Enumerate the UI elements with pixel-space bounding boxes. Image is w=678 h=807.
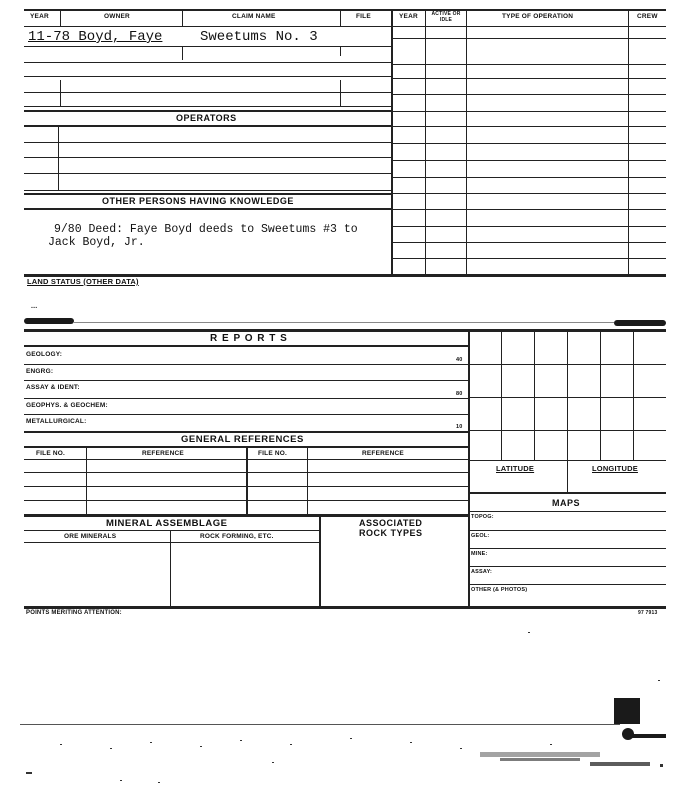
mineral-assoc-divider bbox=[319, 514, 321, 607]
scan-speck bbox=[660, 764, 663, 767]
col-file-no-2: FILE NO. bbox=[258, 450, 288, 457]
grid-col bbox=[567, 332, 568, 492]
operators-bottom-line bbox=[24, 125, 391, 127]
divider-type-crew bbox=[628, 9, 629, 274]
grid-row bbox=[468, 430, 666, 431]
right-row-line bbox=[391, 242, 666, 243]
header-type-of-operation: TYPE OF OPERATION bbox=[502, 13, 574, 20]
reports-top-border bbox=[24, 329, 666, 332]
land-status-label: LAND STATUS (OTHER DATA) bbox=[27, 277, 139, 286]
header-active-or-idle: ACTIVE OR IDLE bbox=[431, 11, 461, 23]
row-line bbox=[468, 548, 666, 549]
reports-title: R E P O R T S bbox=[210, 333, 288, 344]
row-divider bbox=[340, 80, 341, 106]
grid-col bbox=[534, 332, 535, 460]
record-entry: 11-78 Boyd, Faye bbox=[28, 29, 163, 45]
deed-note-line2: Jack Boyd, Jr. bbox=[48, 236, 145, 249]
assoc-title-1: ASSOCIATED bbox=[359, 518, 423, 528]
right-row-line bbox=[391, 258, 666, 259]
top-border bbox=[24, 9, 666, 11]
row-line bbox=[468, 530, 666, 531]
scan-speck bbox=[110, 748, 112, 749]
header-claim-name: CLAIM NAME bbox=[232, 13, 276, 20]
scan-smudge bbox=[630, 734, 666, 738]
map-topog: TOPOG: bbox=[471, 514, 494, 520]
scan-speck bbox=[240, 740, 242, 741]
right-row-line bbox=[391, 111, 666, 112]
right-row-line bbox=[391, 177, 666, 178]
small-mark: ... bbox=[31, 303, 38, 310]
scan-smudge bbox=[500, 758, 580, 761]
row-line bbox=[24, 486, 468, 487]
row-line bbox=[24, 398, 468, 399]
map-assay: ASSAY: bbox=[471, 569, 493, 575]
refs-divider bbox=[86, 446, 87, 514]
row-line bbox=[468, 566, 666, 567]
report-metallurgical: METALLURGICAL: bbox=[26, 418, 87, 425]
scan-speck bbox=[410, 742, 412, 743]
right-row-line bbox=[391, 143, 666, 144]
scan-black-square bbox=[614, 698, 640, 724]
scan-speck bbox=[26, 772, 32, 774]
right-row-line bbox=[391, 78, 666, 79]
grid-col bbox=[501, 332, 502, 460]
center-divider bbox=[391, 9, 393, 274]
scan-speck bbox=[460, 748, 462, 749]
report-assay: ASSAY & IDENT: bbox=[26, 384, 80, 391]
header-year-2: YEAR bbox=[399, 13, 418, 20]
grid-col bbox=[600, 332, 601, 460]
form-number: 97 7913 bbox=[638, 610, 658, 616]
general-refs-title: GENERAL REFERENCES bbox=[181, 434, 304, 445]
row-divider bbox=[340, 46, 341, 56]
report-metallurgical-num: 10 bbox=[456, 424, 463, 430]
scan-speck bbox=[60, 744, 62, 745]
scan-edge-line bbox=[20, 724, 620, 725]
report-geology: GEOLOGY: bbox=[26, 351, 63, 358]
other-persons-bottom bbox=[24, 208, 391, 210]
col-reference-2: REFERENCE bbox=[362, 450, 404, 457]
header-owner: OWNER bbox=[104, 13, 130, 20]
scan-speck bbox=[350, 738, 352, 739]
row-line bbox=[24, 62, 391, 63]
assoc-title-2: ROCK TYPES bbox=[359, 528, 423, 538]
scan-smudge bbox=[590, 762, 650, 766]
mineral-top bbox=[24, 514, 468, 517]
col-file-no: FILE NO. bbox=[36, 450, 66, 457]
header-file: FILE bbox=[356, 13, 371, 20]
map-mine: MINE: bbox=[471, 551, 488, 557]
right-row-line bbox=[391, 126, 666, 127]
right-row-line bbox=[391, 226, 666, 227]
row-line bbox=[24, 142, 391, 143]
operators-divider bbox=[58, 125, 59, 191]
row-line bbox=[24, 157, 391, 158]
row-line bbox=[24, 190, 391, 191]
right-row-line bbox=[391, 193, 666, 194]
row-line bbox=[24, 46, 391, 47]
maps-title: MAPS bbox=[552, 498, 581, 508]
row-line bbox=[24, 414, 468, 415]
row-divider bbox=[182, 46, 183, 60]
right-row-line bbox=[391, 160, 666, 161]
scan-speck bbox=[658, 680, 660, 681]
scan-speck bbox=[200, 746, 202, 747]
grid-row bbox=[468, 397, 666, 398]
right-row-line bbox=[391, 94, 666, 95]
scan-speck bbox=[120, 780, 122, 781]
scan-speck bbox=[150, 742, 152, 743]
grid-row bbox=[468, 460, 666, 461]
row-line bbox=[24, 92, 391, 93]
other-persons-top bbox=[24, 193, 391, 195]
col-rock-forming: ROCK FORMING, ETC. bbox=[200, 533, 274, 540]
separator-line bbox=[74, 322, 614, 323]
right-row-line bbox=[391, 38, 666, 39]
report-engrg: ENGRG: bbox=[26, 368, 54, 375]
divider-owner-claim bbox=[182, 9, 183, 26]
points-meriting-attention: POINTS MERITING ATTENTION: bbox=[26, 610, 122, 616]
col-ore-minerals: ORE MINERALS bbox=[64, 533, 117, 540]
row-line bbox=[24, 364, 468, 365]
grid-col bbox=[633, 332, 634, 460]
row-line bbox=[24, 380, 468, 381]
maps-title-bottom bbox=[468, 511, 666, 512]
map-other: OTHER (& PHOTOS) bbox=[471, 587, 528, 593]
mineral-divider bbox=[170, 530, 171, 607]
header-crew: CREW bbox=[637, 13, 658, 20]
grid-row bbox=[468, 364, 666, 365]
scan-speck bbox=[290, 744, 292, 745]
row-line bbox=[24, 472, 468, 473]
scan-smudge bbox=[480, 752, 600, 757]
scan-speck bbox=[550, 744, 552, 745]
reports-title-bottom bbox=[24, 345, 468, 347]
mineral-title: MINERAL ASSEMBLAGE bbox=[106, 518, 228, 529]
refs-divider bbox=[307, 446, 308, 514]
right-row-line bbox=[391, 64, 666, 65]
divider-claim-file bbox=[340, 9, 341, 26]
deed-note-line1: 9/80 Deed: Faye Boyd deeds to Sweetums #3 to bbox=[54, 223, 358, 236]
scan-speck bbox=[158, 782, 160, 783]
other-persons-title: OTHER PERSONS HAVING KNOWLEDGE bbox=[102, 196, 294, 206]
header-year: YEAR bbox=[30, 13, 49, 20]
row-line bbox=[24, 173, 391, 174]
divider-year-active bbox=[425, 9, 426, 274]
scan-speck bbox=[528, 632, 530, 633]
divider-active-type bbox=[466, 9, 467, 274]
scan-speck bbox=[272, 762, 274, 763]
report-assay-num: 80 bbox=[456, 391, 463, 397]
row-line bbox=[24, 76, 391, 77]
separator-blot-left bbox=[24, 318, 74, 324]
maps-top bbox=[468, 492, 666, 494]
mineral-title-bottom bbox=[24, 530, 320, 531]
report-geophys: GEOPHYS. & GEOCHEM: bbox=[26, 402, 108, 409]
mineral-header-line bbox=[24, 542, 320, 543]
header-bottom-line bbox=[24, 26, 666, 27]
row-line bbox=[24, 106, 391, 107]
row-line bbox=[24, 500, 468, 501]
report-geology-num: 40 bbox=[456, 357, 463, 363]
reports-bottom-border bbox=[24, 606, 666, 609]
row-divider bbox=[60, 80, 61, 106]
record-claim: Sweetums No. 3 bbox=[200, 29, 318, 45]
row-line bbox=[468, 584, 666, 585]
operators-top-line bbox=[24, 110, 391, 112]
latitude-label: LATITUDE bbox=[496, 464, 535, 473]
right-row-line bbox=[391, 209, 666, 210]
general-refs-top bbox=[24, 431, 468, 433]
map-geol: GEOL: bbox=[471, 533, 490, 539]
longitude-label: LONGITUDE bbox=[592, 464, 638, 473]
divider-year-owner bbox=[60, 9, 61, 26]
separator-blot-right bbox=[614, 320, 666, 326]
operators-title: OPERATORS bbox=[176, 113, 237, 123]
refs-divider bbox=[246, 446, 248, 514]
col-reference: REFERENCE bbox=[142, 450, 184, 457]
